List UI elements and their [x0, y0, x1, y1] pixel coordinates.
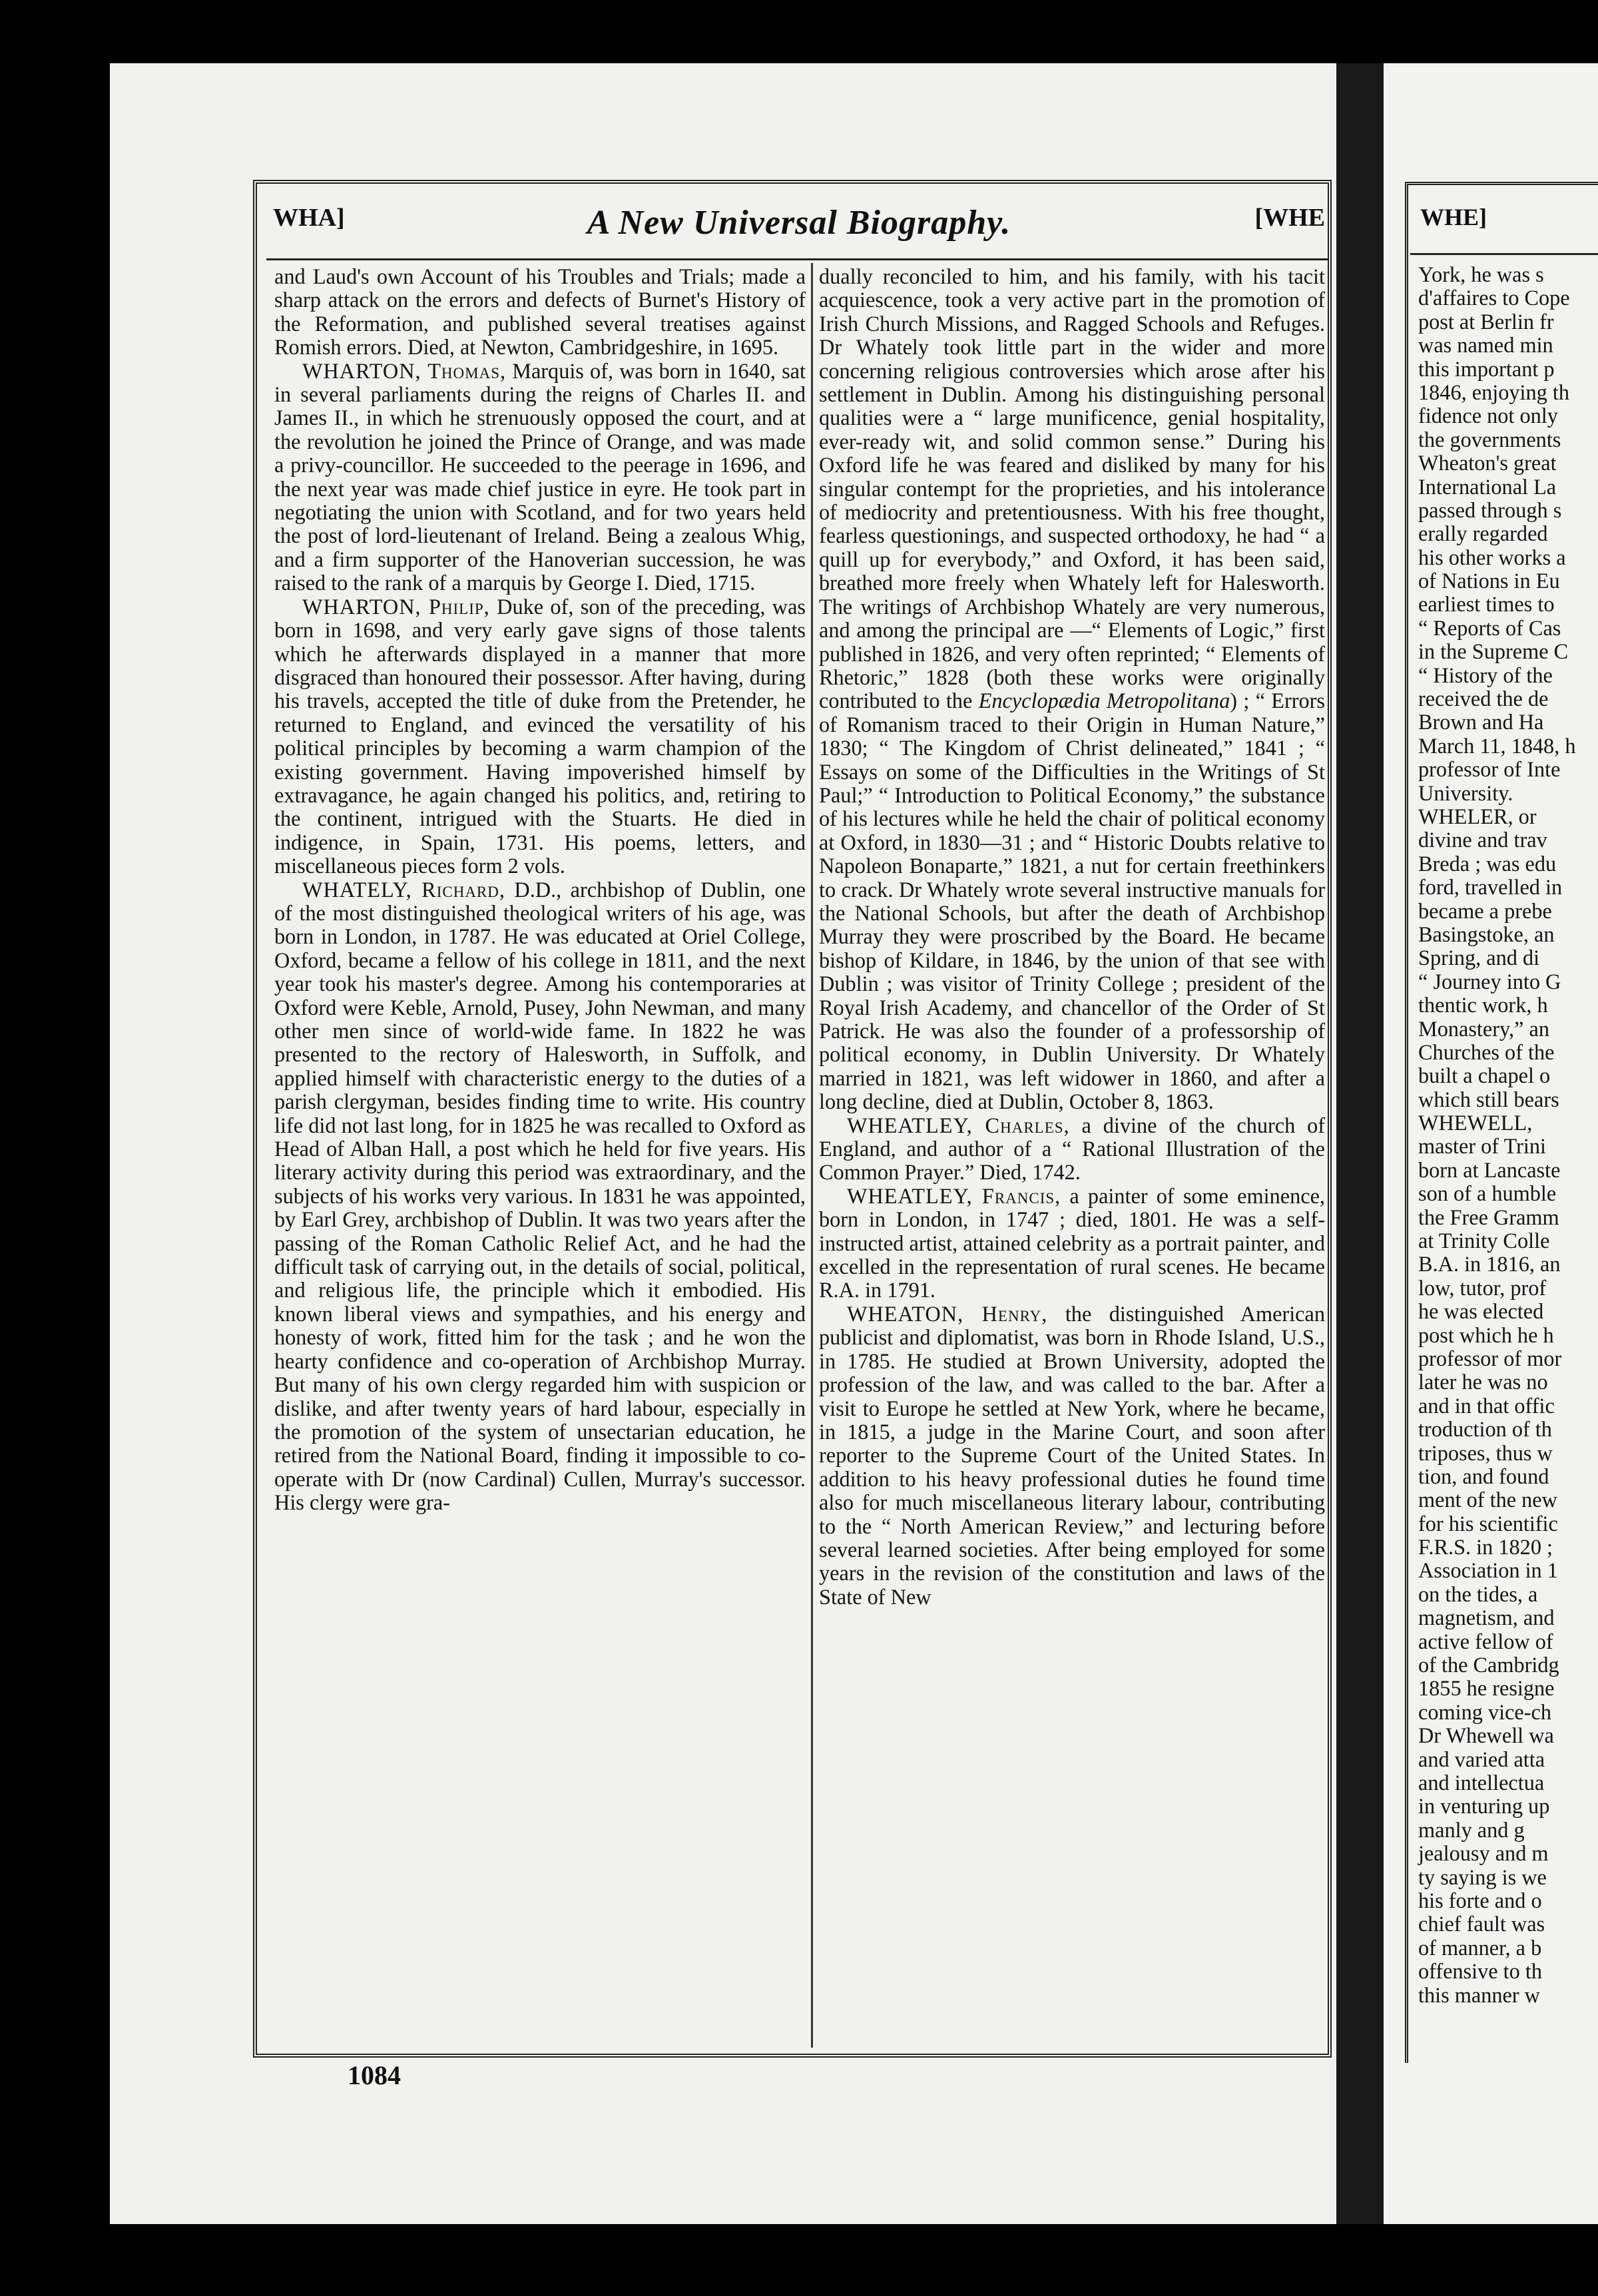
column-divider: [811, 263, 813, 2048]
entry-whately-richard: [274, 878, 806, 1515]
right-page-line: thentic work, h: [1418, 993, 1548, 1017]
right-page-line: International La: [1418, 474, 1557, 499]
left-column: [274, 265, 806, 1515]
right-page-line: Association in 1: [1418, 1558, 1558, 1583]
right-page-line: offensive to th: [1418, 1959, 1542, 1984]
right-page-line: later he was no: [1418, 1370, 1548, 1394]
right-page-line: in venturing up: [1418, 1794, 1550, 1819]
right-page-line: 1846, enjoying th: [1418, 380, 1569, 404]
right-page-line: F.R.S. in 1820 ;: [1418, 1535, 1553, 1560]
header-title: A New Universal Biography.: [587, 204, 1011, 242]
right-page-line: born at Lancaste: [1418, 1157, 1561, 1182]
right-page-line: earliest times to: [1418, 592, 1555, 617]
page-number: 1084: [348, 2060, 401, 2090]
right-page-line: post at Berlin fr: [1418, 309, 1554, 334]
right-page-line: low, tutor, prof: [1418, 1275, 1547, 1300]
entry-wharton-philip: [274, 595, 806, 878]
right-page-line: magnetism, and: [1418, 1605, 1555, 1630]
right-page-line: WHELER, or: [1418, 804, 1537, 828]
entry-continuation: [819, 265, 1325, 1114]
right-page-line: which still bears: [1418, 1087, 1559, 1111]
right-page-line: of the Cambridg: [1418, 1653, 1559, 1677]
right-page-line: Dr Whewell wa: [1418, 1723, 1554, 1748]
entry-text: a painter of some eminence, born in London, in 1747 ; died, 1801. He was a self-instructed artist, attained celebrity as a portrait painter, and excelled in the representation of rural scenes. He became R.A. in 1791.: [819, 1183, 1325, 1302]
right-page-line: fidence not only: [1418, 404, 1558, 428]
right-page-line: divine and trav: [1418, 828, 1547, 852]
book-spine: [1336, 63, 1384, 2224]
right-page-line: and in that offic: [1418, 1393, 1555, 1418]
right-page-line: active fellow of: [1418, 1629, 1553, 1653]
right-page-line: ty saying is we: [1418, 1865, 1547, 1889]
right-page-line: Wheaton's great: [1418, 451, 1557, 475]
entry-headword: WHARTON, Philip,: [302, 594, 490, 619]
right-page-line: March 11, 1848, h: [1418, 733, 1576, 758]
right-page-line: triposes, thus w: [1418, 1440, 1553, 1465]
right-page-line: for his scientific: [1418, 1511, 1558, 1536]
entry-headword: WHATELY, Richard,: [302, 877, 505, 902]
right-page-line: post which he h: [1418, 1322, 1554, 1347]
right-page-line: he was elected: [1418, 1299, 1544, 1324]
right-page-line: ment of the new: [1418, 1488, 1557, 1512]
right-page-line: jealousy and m: [1418, 1841, 1549, 1866]
right-page-line: and intellectua: [1418, 1771, 1545, 1795]
entry-text: and Laud's own Account of his Troubles and Trials; made a sharp attack on the errors and defects of Burnet's History of the Reformation, and published several treatises against Romish errors. Died, at Newton, Cambridgeshire, in 1695.: [274, 264, 806, 360]
entry-text: ) ; “ Errors of Romanism traced to their Origin in Human Nature,” 1830; “ The Kingdom of Christ delineated,” 1841 ; “ Essays on some of the Difficulties in the Writings of St Paul;” “ Introduction to Political Economy,” the substance of his lectures while he held the chair of political economy at Oxford, in 1830—31 ; and “ Historic Doubts relative to Napoleon Bonaparte,” 1821, a nut for certain freethinkers to crack. Dr Whately wrote several instructive manuals for the National Schools, but after the death of Archbishop Murray they were proscribed by the Board. He became bishop of Kildare, in 1846, by the union of that see with Dublin ; was visitor of Trinity College ; president of the Royal Irish Academy, and chancellor of the Order of St Patrick. He was also the founder of a professorship of political economy, in Dublin University. Dr Whately married in 1821, was left widower in 1860, and after a long decline, died at Dublin, October 8, 1863.: [819, 689, 1325, 1114]
entry-wharton-thomas: [274, 360, 806, 595]
entry-text: Duke of, son of the preceding, was born in 1698, and very early gave signs of those talents which he afterwards displayed in a manner that more disgraced than honoured their possessor. After having, during his travels, accepted the title of duke from the Pretender, he returned to England, and evinced the versatility of his political principles by becoming a warm champion of the existing government. Having impoverished himself by extravagance, he again changed his politics, and, retiring to the continent, intrigued with the Stuarts. He died in indigence, in Spain, 1731. His poems, letters, and miscellaneous pieces form 2 vols.: [274, 594, 806, 878]
header-right-guide: [WHE: [1254, 204, 1325, 232]
right-page-line: professor of Inte: [1418, 757, 1561, 782]
entry-wheaton-henry: [819, 1302, 1325, 1609]
right-page-line: d'affaires to Cope: [1418, 286, 1570, 310]
entry-wheatley-charles: [819, 1114, 1325, 1185]
entry-headword: WHARTON, Thomas,: [302, 358, 507, 383]
right-page-line: this manner w: [1418, 1982, 1540, 2007]
right-page-line: built a chapel o: [1418, 1063, 1551, 1088]
entry-wheatley-francis: [819, 1185, 1325, 1302]
entry-text: dually reconciled to him, and his family, with his tacit acquiescence, took a very active part in the promotion of Irish Church Missions, and Ragged Schools and Refuges. Dr Whately took little part in the wider and more concerning religious controversies which arose after his settlement in Dublin. Among his distinguishing personal qualities were a “ large munificence, genial hospitality, ever-ready wit, and solid common sense.” During his Oxford life he was feared and disliked by many for his singular contempt for the proprieties, and his intolerance of mediocrity and pretentiousness. With his free thought, fearless questionings, and suspected orthodoxy, he had “ a quill up for everybody,” and Oxford, it has been said, breathed more freely when Whately left for Halesworth. The writings of Archbishop Whately are very numerous, and among the principal are —“ Elements of Logic,” first published in 1826, and very often reprinted; “ Elements of Rhetoric,” 1828 (both these works were originally contributed to the: [819, 264, 1325, 713]
right-page-line: “ History of the: [1418, 663, 1553, 687]
right-page-line: coming vice-ch: [1418, 1699, 1551, 1724]
entry-text: D.D., archbishop of Dublin, one of the most distinguished theological writers of his age, was born in London, in 1787. He was educated at Oriel College, Oxford, became a fellow of his college in 1811, and the next year took his master's degree. Among his contemporaries at Oxford were Keble, Arnold, Pusey, John Newman, and many other men since of world-wide fame. In 1822 he was presented to the rectory of Halesworth, in Suffolk, and applied himself with characteristic energy to the duties of a parish clergyman, besides finding time to write. His country life did not last long, for in 1825 he was recalled to Oxford as Head of Alban Hall, a post which he held for five years. His literary activity during this period was extraordinary, and the subjects of his works very various. In 1831 he was appointed, by Earl Grey, archbishop of Dublin. It was two years after the passing of the Roman Catholic Relief Act, and he had the difficult task of carrying out, in the details of social, political, and religious life, the principle which it embodied. His known liberal views and sympathies, and his energy and honesty of work, fitted him for the task ; and he won the hearty confidence and co-operation of Archbishop Murray. But many of his own clergy regarded him with suspicion or dislike, and after twenty years of hard labour, especially in the promotion of the system of unsectarian education, he retired from the National Board, finding it impossible to co-operate with Dr (now Cardinal) Cullen, Murray's successor. His clergy were gra-: [274, 877, 806, 1515]
right-page-line: “ Reports of Cas: [1418, 615, 1561, 640]
right-page-line: York, he was s: [1418, 262, 1544, 286]
entry-headword: WHEATLEY, Charles,: [847, 1113, 1070, 1137]
right-page-line: son of a humble: [1418, 1181, 1557, 1206]
right-page-line: erally regarded: [1418, 521, 1548, 546]
right-page-line: on the tides, a: [1418, 1581, 1538, 1606]
right-page-line: of manner, a b: [1418, 1935, 1542, 1960]
right-page-line: WHEWELL,: [1418, 1111, 1533, 1135]
running-header: [273, 203, 1325, 250]
entry-headword: WHEATLEY, Francis,: [847, 1183, 1061, 1208]
right-page-line: “ Journey into G: [1418, 969, 1561, 994]
right-page-line: his forte and o: [1418, 1888, 1542, 1912]
right-page-line: B.A. in 1816, an: [1418, 1252, 1561, 1277]
right-page-line: was named min: [1418, 333, 1553, 358]
right-page-line: this important p: [1418, 356, 1555, 381]
entry-text: the distinguished American publicist and diplomatist, was born in Rhode Island, U.S., in 1785. He studied at Brown University, adopted the profession of the law, and was called to the bar. After a visit to Europe he settled at New York, where he became, in 1815, a judge in the Marine Court, and soon after reporter to the Supreme Court of the United States. In addition to his heavy professional duties he found time also for much miscellaneous literary labour, contributing to the “ North American Review,” and lecturing before several learned societies. After being employed for some years in the revision of the constitution and laws of the State of New: [819, 1301, 1325, 1609]
right-page-line: Breda ; was edu: [1418, 851, 1557, 876]
right-page-line: Brown and Ha: [1418, 710, 1544, 734]
entry-italic-title: Encyclopædia Metropolitana: [978, 689, 1230, 713]
right-page-line: passed through s: [1418, 497, 1562, 522]
right-page-line: troduction of th: [1418, 1417, 1552, 1442]
right-page-line: tion, and found: [1418, 1464, 1549, 1488]
header-rule: [266, 258, 1328, 260]
right-page-line: became a prebe: [1418, 898, 1552, 923]
header-left-guide: WHA]: [273, 204, 345, 232]
right-page-line: at Trinity Colle: [1418, 1229, 1550, 1253]
right-page-line: 1855 he resigne: [1418, 1676, 1555, 1701]
right-page-column: [1418, 263, 1598, 2007]
right-page-line: received the de: [1418, 687, 1549, 711]
right-column: [819, 265, 1325, 1609]
right-page-line: professor of mor: [1418, 1346, 1562, 1370]
right-page-header: WHE]: [1420, 204, 1487, 230]
right-page-line: manly and g: [1418, 1817, 1525, 1842]
right-page-line: University.: [1418, 780, 1513, 805]
entry-headword: WHEATON, Henry,: [847, 1301, 1048, 1326]
right-page-line: the governments: [1418, 427, 1561, 451]
right-page-line: and varied atta: [1418, 1747, 1545, 1771]
right-page-line: chief fault was: [1418, 1912, 1545, 1936]
right-page-line: master of Trini: [1418, 1134, 1546, 1159]
right-page-line: Monastery,” an: [1418, 1016, 1549, 1041]
right-page-header-rule: [1410, 253, 1598, 255]
right-page-partial: [1384, 63, 1598, 2224]
right-page-line: in the Supreme C: [1418, 639, 1569, 664]
right-page-line: of Nations in Eu: [1418, 569, 1560, 593]
entry-text: Marquis of, was born in 1640, sat in several parliaments during the reigns of Charles II. and James II., in which he strenuously opposed the court, and at the revolution he joined the Prince of Orange, and was made a privy-councillor. He succeeded to the peerage in 1696, and the next year was made chief justice in eyre. He took part in negotiating the union with Scotland, and for two years held the post of lord-lieutenant of Ireland. Being a zealous Whig, and a firm supporter of the Hanoverian succession, he was raised to the rank of a marquis by George I. Died, 1715.: [274, 358, 806, 595]
entry-continuation: [274, 265, 806, 360]
right-page-line: Basingstoke, an: [1418, 922, 1555, 946]
right-page-line: Spring, and di: [1418, 946, 1540, 970]
right-page-line: the Free Gramm: [1418, 1205, 1559, 1229]
right-page-line: Churches of the: [1418, 1039, 1555, 1064]
right-page-line: his other works a: [1418, 545, 1566, 569]
right-page-line: ford, travelled in: [1418, 875, 1563, 900]
entry-text: a divine of the church of England, and author of a “ Rational Illustration of the Common Prayer.” Died, 1742.: [819, 1113, 1326, 1185]
